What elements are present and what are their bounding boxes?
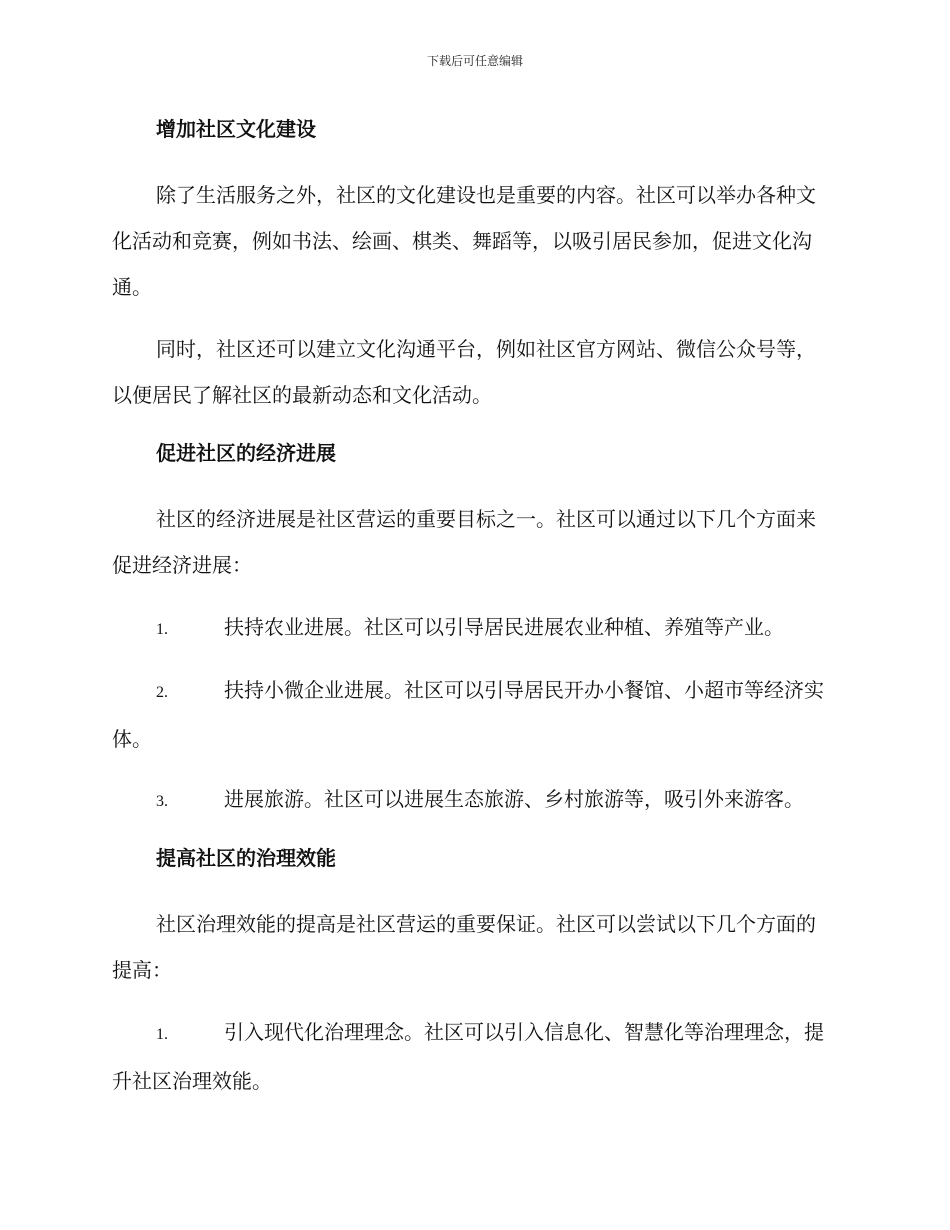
list-number: 1. bbox=[156, 1026, 168, 1043]
list-item-text: 扶持农业进展。社区可以引导居民进展农业种植、养殖等产业。 bbox=[224, 615, 784, 639]
section-heading-culture: 增加社区文化建设 bbox=[156, 117, 316, 141]
list-number: 2. bbox=[156, 684, 168, 701]
list-item-text: 进展旅游。社区可以进展生态旅游、乡村旅游等，吸引外来游客。 bbox=[224, 787, 804, 811]
list-item bbox=[112, 1009, 832, 1104]
section-heading-governance: 提高社区的治理效能 bbox=[156, 846, 336, 870]
section-heading-economy: 促进社区的经济进展 bbox=[156, 441, 336, 465]
list-item bbox=[112, 604, 832, 653]
page-header: 下载后可任意编辑 bbox=[426, 54, 523, 68]
list-item bbox=[112, 776, 832, 825]
list-item-text: 扶持小微企业进展。社区可以引导居民开办小餐馆、小超市等经济实体。 bbox=[112, 678, 824, 751]
list-number: 1. bbox=[156, 621, 168, 638]
paragraph-economy-intro: 社区的经济进展是社区营运的重要目标之一。社区可以通过以下几个方面来促进经济进展： bbox=[112, 507, 816, 577]
document-body bbox=[112, 110, 832, 1118]
list-item-text: 引入现代化治理理念。社区可以引入信息化、智慧化等治理理念，提升社区治理效能。 bbox=[112, 1020, 824, 1093]
paragraph-governance-intro: 社区治理效能的提高是社区营运的重要保证。社区可以尝试以下几个方面的提高： bbox=[112, 912, 816, 982]
list-item bbox=[112, 667, 832, 762]
paragraph-culture-1: 除了生活服务之外，社区的文化建设也是重要的内容。社区可以举办各种文化活动和竞赛，例如书法、绘画、棋类、舞蹈等，以吸引居民参加，促进文化沟通。 bbox=[112, 183, 816, 299]
list-number: 3. bbox=[156, 793, 168, 810]
paragraph-culture-2: 同时，社区还可以建立文化沟通平台，例如社区官方网站、微信公众号等，以便居民了解社区的最新动态和文化活动。 bbox=[112, 337, 816, 407]
